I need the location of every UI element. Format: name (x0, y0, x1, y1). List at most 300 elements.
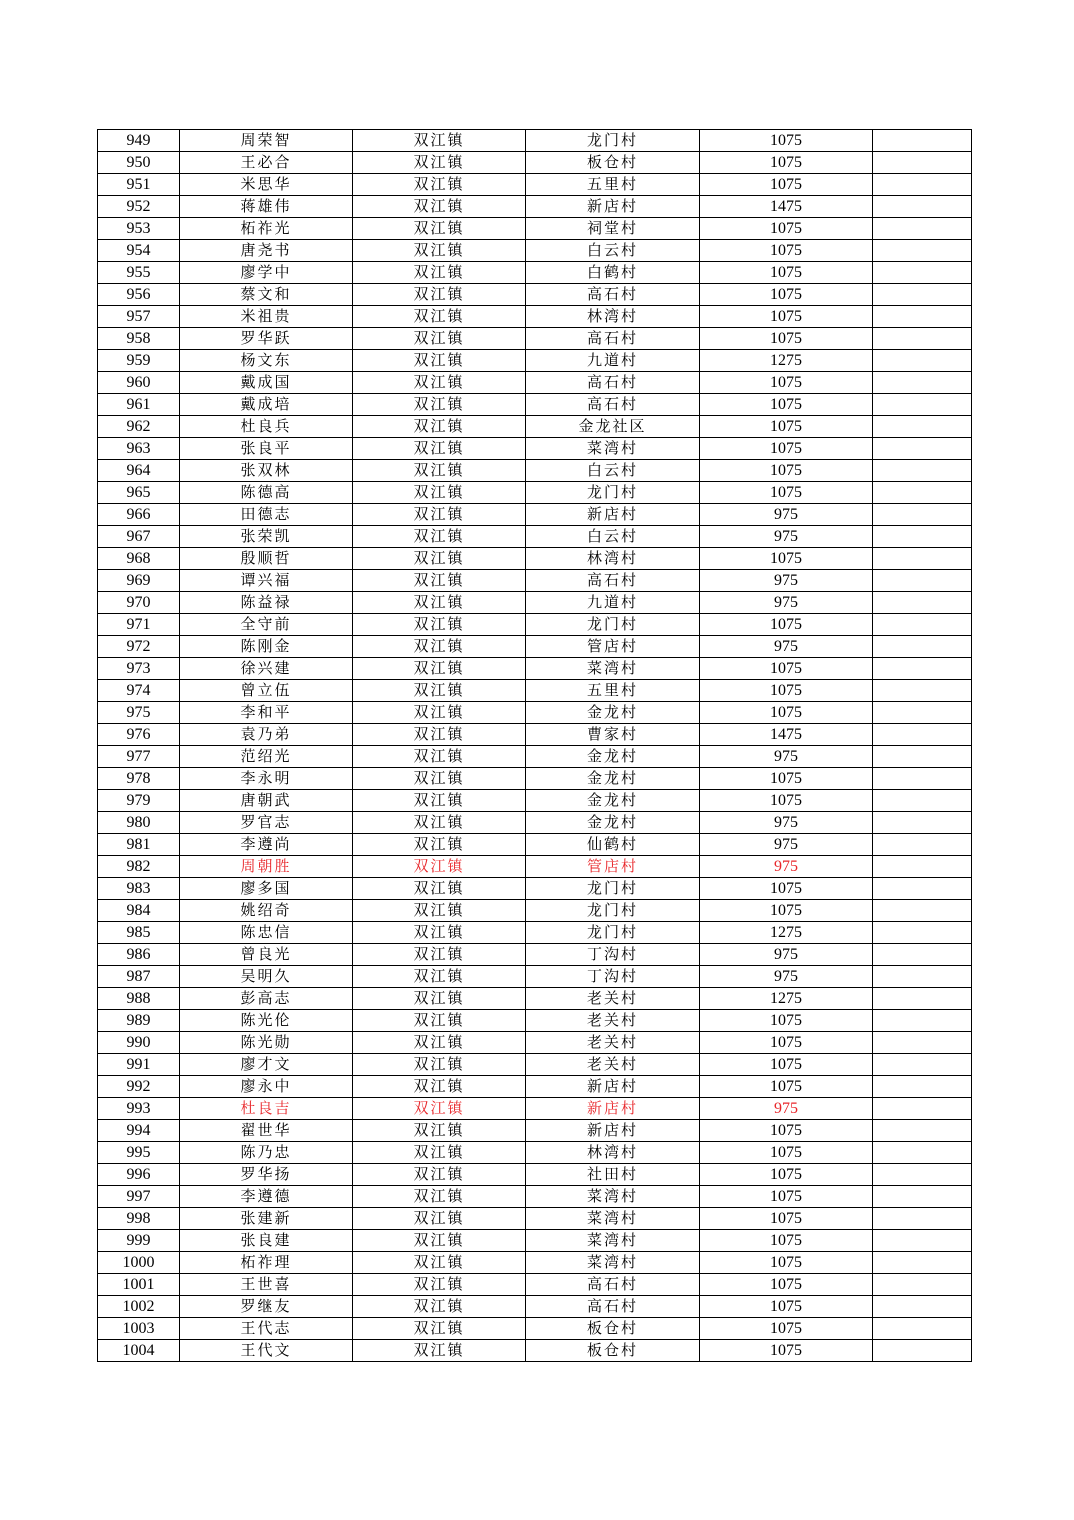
cell-number: 955 (98, 262, 180, 284)
cell-number: 988 (98, 988, 180, 1010)
cell-number: 990 (98, 1032, 180, 1054)
cell-village: 菜湾村 (526, 1230, 700, 1252)
cell-number: 986 (98, 944, 180, 966)
table-row (98, 922, 972, 944)
cell-amount: 1075 (700, 240, 873, 262)
cell-note (873, 284, 972, 306)
cell-name: 袁乃弟 (180, 724, 353, 746)
cell-town: 双江镇 (353, 856, 526, 878)
cell-amount: 1075 (700, 438, 873, 460)
table-row (98, 284, 972, 306)
table-row (98, 592, 972, 614)
cell-town: 双江镇 (353, 548, 526, 570)
cell-name: 王代志 (180, 1318, 353, 1340)
cell-amount: 1075 (700, 614, 873, 636)
cell-name: 曾良光 (180, 944, 353, 966)
cell-name: 王必合 (180, 152, 353, 174)
table-row (98, 878, 972, 900)
cell-village: 林湾村 (526, 1142, 700, 1164)
cell-amount: 975 (700, 812, 873, 834)
table-row (98, 988, 972, 1010)
cell-name: 陈忠信 (180, 922, 353, 944)
cell-name: 王代文 (180, 1340, 353, 1362)
cell-note (873, 372, 972, 394)
table-row (98, 328, 972, 350)
cell-town: 双江镇 (353, 834, 526, 856)
cell-amount: 1075 (700, 152, 873, 174)
table-row (98, 636, 972, 658)
cell-village: 社田村 (526, 1164, 700, 1186)
cell-town: 双江镇 (353, 1340, 526, 1362)
cell-number: 972 (98, 636, 180, 658)
cell-name: 罗官志 (180, 812, 353, 834)
cell-amount: 1075 (700, 306, 873, 328)
cell-number: 985 (98, 922, 180, 944)
cell-amount: 1075 (700, 1340, 873, 1362)
cell-note (873, 196, 972, 218)
cell-note (873, 922, 972, 944)
table-row (98, 1186, 972, 1208)
cell-name: 廖多国 (180, 878, 353, 900)
table-row (98, 658, 972, 680)
cell-note (873, 438, 972, 460)
cell-town: 双江镇 (353, 1208, 526, 1230)
cell-name: 罗华扬 (180, 1164, 353, 1186)
cell-town: 双江镇 (353, 1010, 526, 1032)
table-row (98, 174, 972, 196)
cell-note (873, 460, 972, 482)
table-row (98, 944, 972, 966)
cell-note (873, 1186, 972, 1208)
cell-town: 双江镇 (353, 372, 526, 394)
cell-town: 双江镇 (353, 1252, 526, 1274)
cell-name: 王世喜 (180, 1274, 353, 1296)
table-row (98, 394, 972, 416)
cell-amount: 1075 (700, 1274, 873, 1296)
cell-note (873, 834, 972, 856)
table-row (98, 966, 972, 988)
cell-amount: 1275 (700, 988, 873, 1010)
table-row (98, 570, 972, 592)
cell-town: 双江镇 (353, 350, 526, 372)
cell-name: 姚绍奇 (180, 900, 353, 922)
cell-name: 陈光勋 (180, 1032, 353, 1054)
cell-note (873, 768, 972, 790)
cell-village: 龙门村 (526, 922, 700, 944)
table-row (98, 504, 972, 526)
cell-village: 白云村 (526, 240, 700, 262)
cell-name: 周荣智 (180, 130, 353, 152)
cell-village: 白云村 (526, 526, 700, 548)
cell-amount: 975 (700, 1098, 873, 1120)
cell-amount: 1075 (700, 1164, 873, 1186)
cell-town: 双江镇 (353, 1142, 526, 1164)
cell-note (873, 790, 972, 812)
cell-town: 双江镇 (353, 570, 526, 592)
cell-amount: 1075 (700, 1208, 873, 1230)
table-row (98, 1164, 972, 1186)
cell-village: 高石村 (526, 570, 700, 592)
cell-amount: 1075 (700, 680, 873, 702)
table-row (98, 614, 972, 636)
cell-village: 新店村 (526, 1076, 700, 1098)
cell-name: 廖永中 (180, 1076, 353, 1098)
cell-name: 张荣凯 (180, 526, 353, 548)
table-row (98, 306, 972, 328)
cell-number: 968 (98, 548, 180, 570)
cell-note (873, 1296, 972, 1318)
cell-name: 吴明久 (180, 966, 353, 988)
cell-town: 双江镇 (353, 878, 526, 900)
cell-town: 双江镇 (353, 1120, 526, 1142)
cell-village: 老关村 (526, 1054, 700, 1076)
table-row (98, 438, 972, 460)
cell-town: 双江镇 (353, 1076, 526, 1098)
cell-town: 双江镇 (353, 1054, 526, 1076)
cell-amount: 1075 (700, 328, 873, 350)
table-row (98, 1010, 972, 1032)
cell-village: 金龙村 (526, 790, 700, 812)
cell-note (873, 592, 972, 614)
cell-town: 双江镇 (353, 1186, 526, 1208)
cell-village: 金龙村 (526, 768, 700, 790)
cell-amount: 975 (700, 526, 873, 548)
cell-town: 双江镇 (353, 438, 526, 460)
cell-number: 961 (98, 394, 180, 416)
cell-note (873, 306, 972, 328)
cell-note (873, 614, 972, 636)
cell-amount: 1075 (700, 372, 873, 394)
cell-note (873, 1340, 972, 1362)
cell-note (873, 526, 972, 548)
cell-village: 新店村 (526, 504, 700, 526)
cell-name: 田德志 (180, 504, 353, 526)
table-row (98, 240, 972, 262)
table-body (98, 130, 972, 1362)
table-row (98, 1318, 972, 1340)
cell-town: 双江镇 (353, 504, 526, 526)
cell-village: 白云村 (526, 460, 700, 482)
cell-village: 板仓村 (526, 152, 700, 174)
cell-name: 周朝胜 (180, 856, 353, 878)
cell-town: 双江镇 (353, 1318, 526, 1340)
cell-number: 1000 (98, 1252, 180, 1274)
cell-number: 974 (98, 680, 180, 702)
table-row (98, 218, 972, 240)
cell-town: 双江镇 (353, 416, 526, 438)
cell-note (873, 1032, 972, 1054)
cell-town: 双江镇 (353, 1098, 526, 1120)
table-row (98, 1076, 972, 1098)
cell-village: 菜湾村 (526, 1252, 700, 1274)
cell-number: 992 (98, 1076, 180, 1098)
table-row (98, 1340, 972, 1362)
cell-town: 双江镇 (353, 174, 526, 196)
cell-note (873, 174, 972, 196)
cell-note (873, 1054, 972, 1076)
cell-note (873, 570, 972, 592)
cell-name: 李和平 (180, 702, 353, 724)
cell-note (873, 636, 972, 658)
cell-town: 双江镇 (353, 900, 526, 922)
cell-number: 953 (98, 218, 180, 240)
table-row (98, 1142, 972, 1164)
table-row (98, 1230, 972, 1252)
cell-number: 966 (98, 504, 180, 526)
cell-note (873, 724, 972, 746)
cell-amount: 1075 (700, 878, 873, 900)
cell-number: 999 (98, 1230, 180, 1252)
cell-number: 978 (98, 768, 180, 790)
cell-note (873, 1274, 972, 1296)
cell-name: 张建新 (180, 1208, 353, 1230)
cell-number: 971 (98, 614, 180, 636)
cell-name: 李遵德 (180, 1186, 353, 1208)
table-row (98, 812, 972, 834)
cell-town: 双江镇 (353, 1274, 526, 1296)
cell-village: 丁沟村 (526, 944, 700, 966)
cell-note (873, 900, 972, 922)
table-row (98, 856, 972, 878)
cell-amount: 1475 (700, 196, 873, 218)
cell-name: 唐朝武 (180, 790, 353, 812)
cell-amount: 1075 (700, 768, 873, 790)
cell-village: 板仓村 (526, 1340, 700, 1362)
cell-town: 双江镇 (353, 482, 526, 504)
cell-town: 双江镇 (353, 1230, 526, 1252)
cell-amount: 1075 (700, 262, 873, 284)
cell-name: 陈刚金 (180, 636, 353, 658)
cell-amount: 975 (700, 746, 873, 768)
cell-amount: 975 (700, 856, 873, 878)
cell-number: 987 (98, 966, 180, 988)
cell-name: 罗华跃 (180, 328, 353, 350)
cell-amount: 1075 (700, 702, 873, 724)
cell-village: 九道村 (526, 350, 700, 372)
cell-village: 曹家村 (526, 724, 700, 746)
table-row (98, 834, 972, 856)
cell-amount: 1075 (700, 1054, 873, 1076)
table-row (98, 130, 972, 152)
cell-town: 双江镇 (353, 1164, 526, 1186)
cell-name: 蔡文和 (180, 284, 353, 306)
table-row (98, 548, 972, 570)
cell-number: 994 (98, 1120, 180, 1142)
cell-note (873, 394, 972, 416)
table-row (98, 152, 972, 174)
table-row (98, 1274, 972, 1296)
cell-name: 柘祚理 (180, 1252, 353, 1274)
table-row (98, 1098, 972, 1120)
cell-village: 金龙社区 (526, 416, 700, 438)
cell-name: 陈德高 (180, 482, 353, 504)
cell-town: 双江镇 (353, 592, 526, 614)
cell-village: 林湾村 (526, 306, 700, 328)
cell-number: 949 (98, 130, 180, 152)
cell-note (873, 1010, 972, 1032)
cell-number: 996 (98, 1164, 180, 1186)
table-row (98, 262, 972, 284)
cell-village: 高石村 (526, 372, 700, 394)
cell-number: 973 (98, 658, 180, 680)
cell-town: 双江镇 (353, 790, 526, 812)
cell-note (873, 702, 972, 724)
cell-note (873, 416, 972, 438)
cell-town: 双江镇 (353, 130, 526, 152)
cell-town: 双江镇 (353, 702, 526, 724)
cell-amount: 1075 (700, 1296, 873, 1318)
cell-amount: 975 (700, 834, 873, 856)
cell-name: 唐尧书 (180, 240, 353, 262)
cell-town: 双江镇 (353, 460, 526, 482)
cell-number: 956 (98, 284, 180, 306)
cell-amount: 1075 (700, 1318, 873, 1340)
cell-number: 962 (98, 416, 180, 438)
cell-amount: 975 (700, 966, 873, 988)
cell-note (873, 218, 972, 240)
cell-amount: 1075 (700, 658, 873, 680)
cell-name: 杨文东 (180, 350, 353, 372)
cell-number: 952 (98, 196, 180, 218)
cell-amount: 1075 (700, 416, 873, 438)
table-row (98, 372, 972, 394)
cell-town: 双江镇 (353, 724, 526, 746)
cell-name: 范绍光 (180, 746, 353, 768)
cell-town: 双江镇 (353, 636, 526, 658)
cell-village: 金龙村 (526, 812, 700, 834)
cell-amount: 1075 (700, 1142, 873, 1164)
cell-note (873, 350, 972, 372)
table-row (98, 768, 972, 790)
cell-number: 997 (98, 1186, 180, 1208)
cell-note (873, 504, 972, 526)
cell-number: 976 (98, 724, 180, 746)
table-row (98, 1120, 972, 1142)
cell-amount: 975 (700, 570, 873, 592)
cell-number: 993 (98, 1098, 180, 1120)
cell-number: 950 (98, 152, 180, 174)
cell-note (873, 262, 972, 284)
cell-name: 罗继友 (180, 1296, 353, 1318)
cell-note (873, 988, 972, 1010)
cell-village: 龙门村 (526, 900, 700, 922)
cell-number: 969 (98, 570, 180, 592)
cell-number: 977 (98, 746, 180, 768)
table-row (98, 1054, 972, 1076)
cell-note (873, 812, 972, 834)
cell-village: 菜湾村 (526, 1208, 700, 1230)
cell-note (873, 1318, 972, 1340)
cell-note (873, 152, 972, 174)
cell-amount: 1075 (700, 284, 873, 306)
table-row (98, 1296, 972, 1318)
cell-amount: 975 (700, 592, 873, 614)
cell-number: 989 (98, 1010, 180, 1032)
cell-village: 新店村 (526, 1098, 700, 1120)
cell-note (873, 856, 972, 878)
cell-name: 戴成国 (180, 372, 353, 394)
cell-name: 全守前 (180, 614, 353, 636)
cell-name: 李遵尚 (180, 834, 353, 856)
table-row (98, 196, 972, 218)
cell-town: 双江镇 (353, 262, 526, 284)
cell-number: 979 (98, 790, 180, 812)
cell-name: 柘祚光 (180, 218, 353, 240)
cell-name: 陈乃忠 (180, 1142, 353, 1164)
cell-village: 龙门村 (526, 130, 700, 152)
cell-town: 双江镇 (353, 1296, 526, 1318)
cell-name: 曾立伍 (180, 680, 353, 702)
cell-note (873, 966, 972, 988)
cell-village: 五里村 (526, 680, 700, 702)
cell-number: 964 (98, 460, 180, 482)
cell-name: 米祖贵 (180, 306, 353, 328)
cell-village: 金龙村 (526, 702, 700, 724)
cell-village: 管店村 (526, 636, 700, 658)
cell-town: 双江镇 (353, 1032, 526, 1054)
cell-number: 963 (98, 438, 180, 460)
cell-number: 984 (98, 900, 180, 922)
cell-name: 徐兴建 (180, 658, 353, 680)
cell-village: 老关村 (526, 988, 700, 1010)
cell-note (873, 548, 972, 570)
cell-village: 丁沟村 (526, 966, 700, 988)
cell-number: 1001 (98, 1274, 180, 1296)
cell-village: 林湾村 (526, 548, 700, 570)
cell-town: 双江镇 (353, 658, 526, 680)
cell-village: 白鹤村 (526, 262, 700, 284)
table-row (98, 1252, 972, 1274)
cell-amount: 1075 (700, 548, 873, 570)
cell-village: 板仓村 (526, 1318, 700, 1340)
cell-amount: 1075 (700, 174, 873, 196)
table-row (98, 724, 972, 746)
cell-town: 双江镇 (353, 966, 526, 988)
cell-village: 龙门村 (526, 614, 700, 636)
cell-number: 981 (98, 834, 180, 856)
table-row (98, 702, 972, 724)
cell-name: 张良建 (180, 1230, 353, 1252)
cell-town: 双江镇 (353, 328, 526, 350)
table-row (98, 526, 972, 548)
cell-number: 960 (98, 372, 180, 394)
cell-number: 957 (98, 306, 180, 328)
cell-name: 杜良吉 (180, 1098, 353, 1120)
cell-village: 老关村 (526, 1010, 700, 1032)
cell-name: 张良平 (180, 438, 353, 460)
cell-note (873, 1208, 972, 1230)
cell-name: 蒋雄伟 (180, 196, 353, 218)
cell-name: 米思华 (180, 174, 353, 196)
cell-note (873, 1120, 972, 1142)
cell-name: 戴成培 (180, 394, 353, 416)
cell-town: 双江镇 (353, 284, 526, 306)
cell-name: 彭高志 (180, 988, 353, 1010)
cell-town: 双江镇 (353, 812, 526, 834)
cell-village: 高石村 (526, 328, 700, 350)
cell-village: 五里村 (526, 174, 700, 196)
cell-amount: 975 (700, 504, 873, 526)
cell-note (873, 1076, 972, 1098)
cell-town: 双江镇 (353, 394, 526, 416)
table-row (98, 482, 972, 504)
cell-amount: 1075 (700, 460, 873, 482)
cell-village: 仙鹤村 (526, 834, 700, 856)
cell-number: 954 (98, 240, 180, 262)
cell-amount: 1075 (700, 1032, 873, 1054)
cell-amount: 1075 (700, 394, 873, 416)
table-row (98, 1032, 972, 1054)
